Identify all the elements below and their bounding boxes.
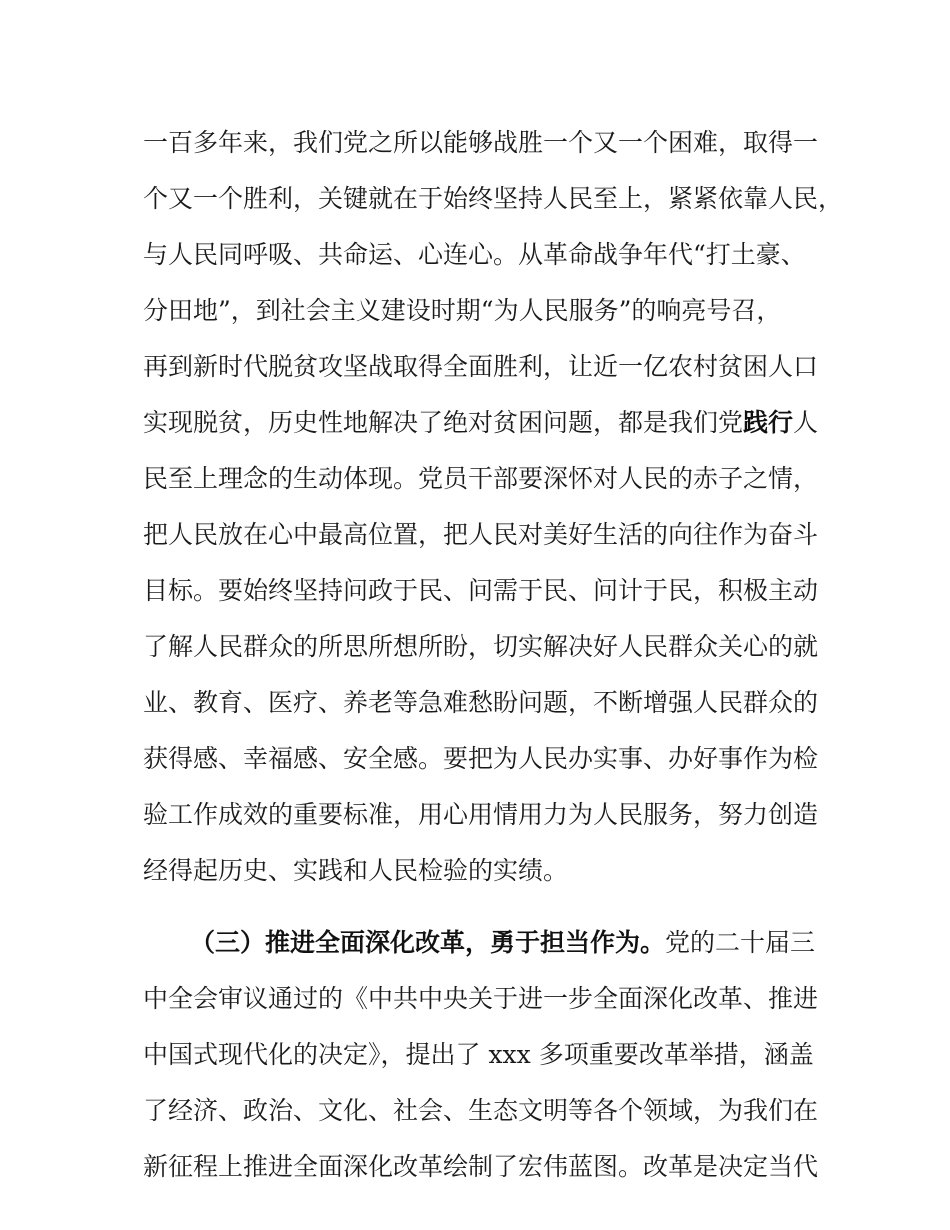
text-line: 与人民同呼吸、共命运、心连心。从革命战争年代“打土豪、 (143, 240, 806, 269)
text-line: 目标。要始终坚持问政于民、问需于民、问计于民，积极主动 (143, 576, 819, 605)
text-line: 一百多年来，我们党之所以能够战胜一个又一个困难，取得一 (143, 128, 819, 157)
text-span: 实现脱贫，历史性地解决了绝对贫困问题，都是我们党 (143, 408, 744, 437)
text-line: 获得感、幸福感、安全感。要把为人民办实事、办好事作为检 (143, 744, 819, 773)
text-line: 中全会审议通过的《中共中央关于进一步全面深化改革、推进 (143, 984, 819, 1013)
section-heading: （三）推进全面深化改革，勇于担当作为。 (190, 928, 666, 957)
text-line (143, 403, 823, 443)
text-line: 把人民放在心中最高位置，把人民对美好生活的向往作为奋斗 (143, 520, 819, 549)
section-heading-line (190, 923, 823, 963)
text-line: 了解人民群众的所思所想所盼，切实解决好人民群众关心的就 (143, 632, 819, 661)
text-span: 人 (793, 408, 819, 437)
text-line: 新征程上推进全面深化改革绘制了宏伟蓝图。改革是决定当代 (143, 1152, 819, 1181)
text-span: 党的二十届三 (665, 928, 816, 957)
text-line: 业、教育、医疗、养老等急难愁盼问题，不断增强人民群众的 (143, 688, 819, 717)
bold-text-span: 践行 (743, 408, 794, 437)
text-line: 个又一个胜利，关键就在于始终坚持人民至上，紧紧依靠人民， (143, 184, 844, 213)
text-line: 分田地”，到社会主义建设时期“为人民服务”的响亮号召， (143, 296, 782, 325)
text-line: 再到新时代脱贫攻坚战取得全面胜利，让近一亿农村贫困人口 (143, 352, 819, 381)
text-line: 民至上理念的生动体现。党员干部要深怀对人民的赤子之情， (143, 464, 819, 493)
text-line: 验工作成效的重要标准，用心用情用力为人民服务，努力创造 (143, 800, 819, 829)
text-line: 中国式现代化的决定》，提出了 xxx 多项重要改革举措，涵盖 (143, 1040, 814, 1069)
text-line: 了经济、政治、文化、社会、生态文明等各个领域，为我们在 (143, 1096, 819, 1125)
text-line: 经得起历史、实践和人民检验的实绩。 (143, 856, 569, 885)
